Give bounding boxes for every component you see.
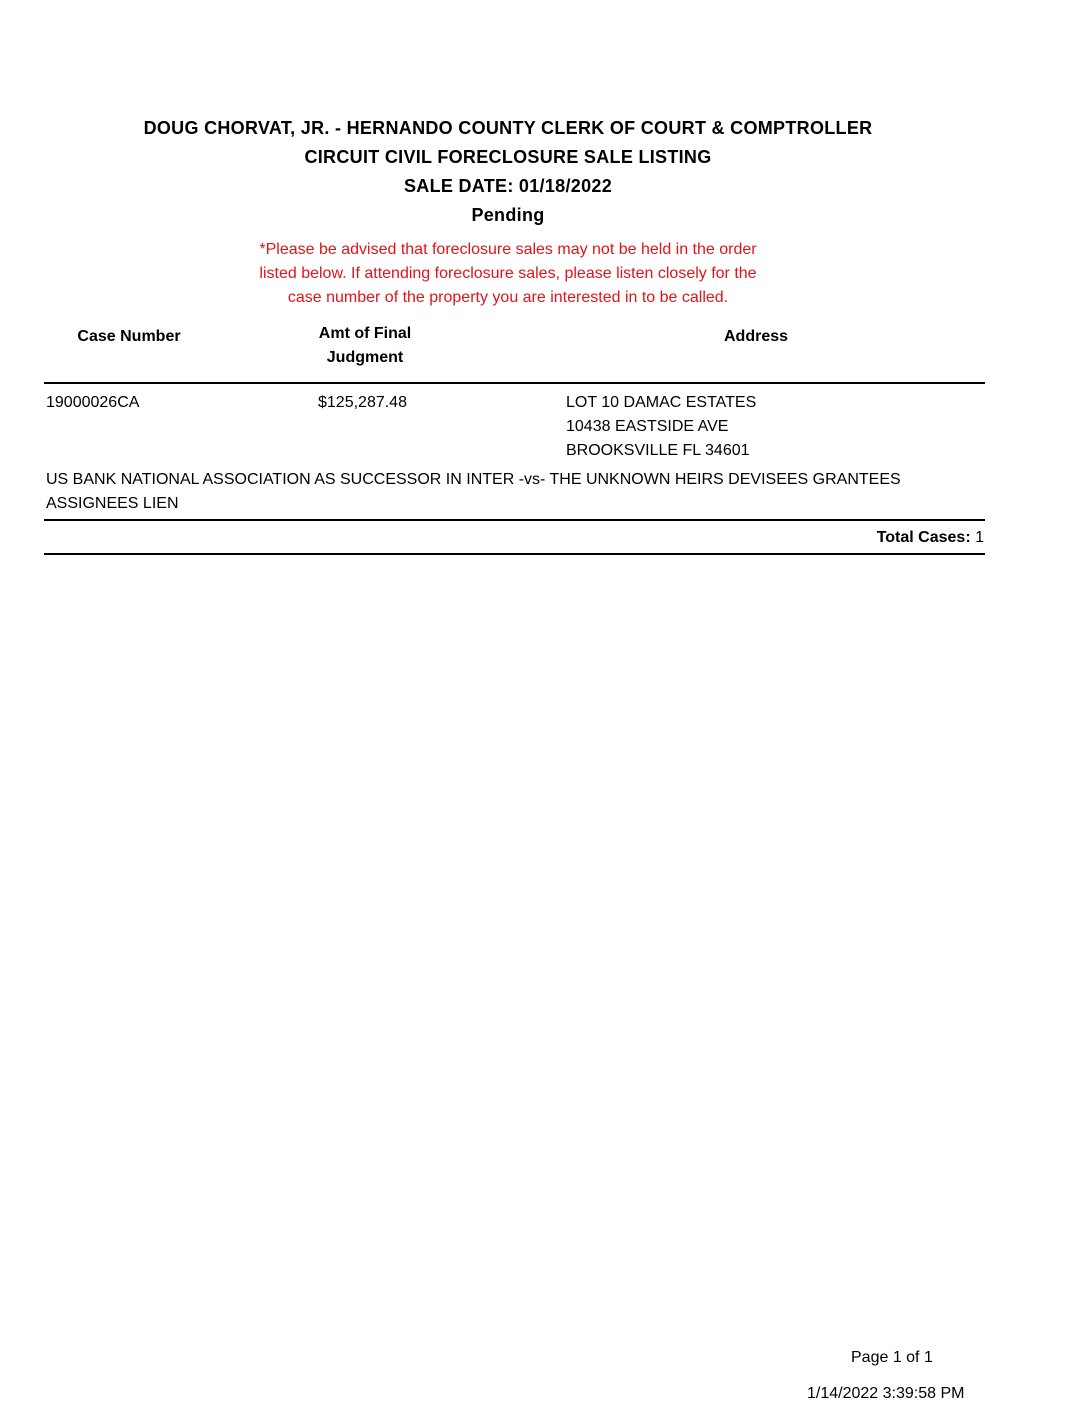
- total-cases-value: 1: [975, 529, 984, 546]
- address-line-3: BROOKSVILLE FL 34601: [566, 442, 750, 459]
- total-cases: [877, 526, 984, 550]
- case-parties: US BANK NATIONAL ASSOCIATION AS SUCCESSOR IN INTER -vs- THE UNKNOWN HEIRS DEVISEES GRANTEES ASSIGNEES LIEN: [46, 471, 901, 512]
- case-number: 19000026CA: [46, 394, 140, 411]
- notice-line-2: listed below. If attending foreclosure sales, please listen closely for the: [259, 265, 757, 282]
- column-header-amount-line-2: Judgment: [326, 349, 404, 366]
- status-label: Pending: [471, 205, 545, 225]
- notice-line-3: case number of the property you are interested in to be called.: [287, 289, 729, 306]
- clerk-title: DOUG CHORVAT, JR. - HERNANDO COUNTY CLERK OF COURT & COMPTROLLER: [143, 118, 873, 138]
- column-header-amount-line-1: Amt of Final: [318, 325, 412, 342]
- address-line-2: 10438 EASTSIDE AVE: [566, 418, 729, 435]
- sale-date: SALE DATE: 01/18/2022: [403, 176, 613, 196]
- total-cases-label: Total Cases:: [876, 529, 971, 546]
- print-timestamp: 1/14/2022 3:39:58 PM: [807, 1385, 965, 1402]
- column-header-case-number: Case Number: [77, 328, 181, 345]
- column-header-amount: [294, 322, 436, 370]
- summary-top-divider: [44, 519, 985, 521]
- judgment-amount: $125,287.48: [318, 394, 407, 411]
- notice-line-1: *Please be advised that foreclosure sales may not be held in the order: [259, 241, 757, 258]
- address-line-1: LOT 10 DAMAC ESTATES: [566, 394, 757, 411]
- column-header-address: Address: [723, 328, 789, 345]
- page-number: Page 1 of 1: [851, 1349, 933, 1366]
- advisory-notice: [0, 238, 1016, 310]
- listing-title: CIRCUIT CIVIL FORECLOSURE SALE LISTING: [304, 147, 712, 167]
- summary-bottom-divider: [44, 553, 985, 555]
- header-divider: [44, 382, 985, 384]
